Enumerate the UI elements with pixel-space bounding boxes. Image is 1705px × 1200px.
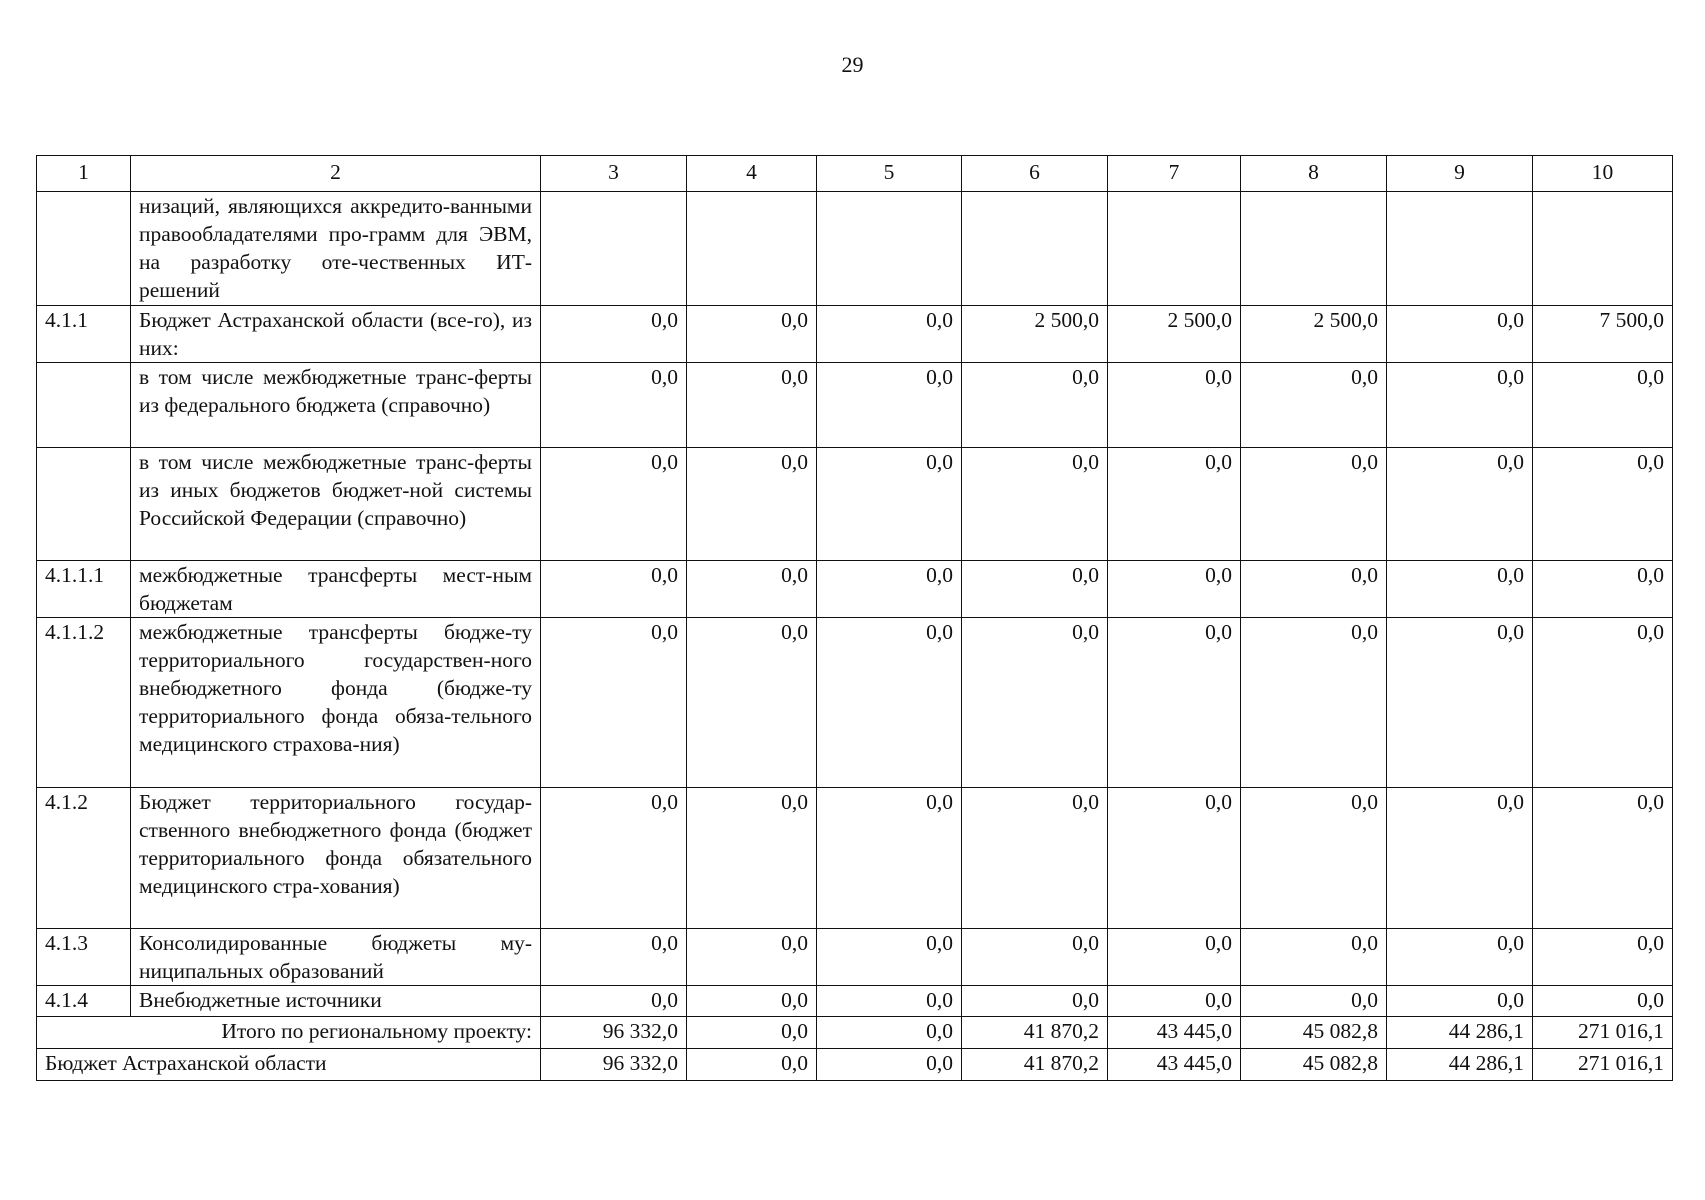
table-row <box>37 192 1673 306</box>
row-code: 4.1.3 <box>37 929 131 986</box>
row-code <box>37 192 131 306</box>
table-row <box>37 306 1673 363</box>
value-cell: 0,0 <box>687 363 817 448</box>
value-cell: 0,0 <box>1533 618 1673 788</box>
value-cell: 0,0 <box>1387 561 1533 618</box>
row-code: 4.1.1.1 <box>37 561 131 618</box>
column-header: 2 <box>131 156 541 192</box>
page-number: 29 <box>841 52 864 77</box>
value-cell: 0,0 <box>1108 561 1241 618</box>
value-cell: 0,0 <box>1387 929 1533 986</box>
value-cell: 0,0 <box>817 448 962 561</box>
row-code <box>37 363 131 448</box>
value-cell: 0,0 <box>541 788 687 929</box>
table-row <box>37 363 1673 448</box>
value-cell: 0,0 <box>1387 363 1533 448</box>
value-cell: 0,0 <box>817 929 962 986</box>
column-header: 5 <box>817 156 962 192</box>
value-cell: 0,0 <box>817 561 962 618</box>
value-cell: 0,0 <box>962 618 1108 788</box>
table-row <box>37 448 1673 561</box>
row-description: межбюджетные трансферты бюдже-ту территориального государствен-ного внебюджетного фонда (бюдже-ту территориального фонда обяза-тельного медицинского страхова-ния) <box>131 618 541 788</box>
value-cell <box>1241 192 1387 306</box>
value-cell <box>962 192 1108 306</box>
value-cell <box>1108 192 1241 306</box>
value-cell: 0,0 <box>962 986 1108 1017</box>
column-header: 4 <box>687 156 817 192</box>
column-header: 9 <box>1387 156 1533 192</box>
value-cell: 0,0 <box>817 788 962 929</box>
column-header: 7 <box>1108 156 1241 192</box>
row-description: низаций, являющихся аккредито-ванными правообладателями про-грамм для ЭВМ, на разработку оте-чественных ИТ-решений <box>131 192 541 306</box>
total-value-cell: 44 286,1 <box>1387 1017 1533 1049</box>
column-header: 6 <box>962 156 1108 192</box>
total-value-cell: 43 445,0 <box>1108 1017 1241 1049</box>
budget-value-cell: 41 870,2 <box>962 1049 1108 1081</box>
value-cell: 0,0 <box>1533 929 1673 986</box>
value-cell: 0,0 <box>817 306 962 363</box>
value-cell: 2 500,0 <box>962 306 1108 363</box>
value-cell: 0,0 <box>962 929 1108 986</box>
total-value-cell: 45 082,8 <box>1241 1017 1387 1049</box>
header-row <box>37 156 1673 192</box>
row-description: в том числе межбюджетные транс-ферты из федерального бюджета (справочно) <box>131 363 541 448</box>
value-cell: 0,0 <box>817 986 962 1017</box>
value-cell: 0,0 <box>541 306 687 363</box>
value-cell: 0,0 <box>1241 561 1387 618</box>
budget-label: Бюджет Астраханской области <box>37 1049 541 1081</box>
table-row <box>37 618 1673 788</box>
value-cell: 0,0 <box>1387 448 1533 561</box>
value-cell <box>817 192 962 306</box>
value-cell: 0,0 <box>1108 448 1241 561</box>
value-cell: 7 500,0 <box>1533 306 1673 363</box>
value-cell: 0,0 <box>1241 618 1387 788</box>
value-cell: 0,0 <box>687 929 817 986</box>
column-header: 10 <box>1533 156 1673 192</box>
column-header: 1 <box>37 156 131 192</box>
value-cell: 0,0 <box>1108 618 1241 788</box>
row-description: Бюджет Астраханской области (все-го), из них: <box>131 306 541 363</box>
value-cell: 0,0 <box>1533 561 1673 618</box>
value-cell: 0,0 <box>962 448 1108 561</box>
total-value-cell: 271 016,1 <box>1533 1017 1673 1049</box>
value-cell: 0,0 <box>541 561 687 618</box>
row-description: Консолидированные бюджеты му-ниципальных образований <box>131 929 541 986</box>
value-cell: 0,0 <box>817 618 962 788</box>
table-row <box>37 986 1673 1017</box>
row-description: межбюджетные трансферты мест-ным бюджетам <box>131 561 541 618</box>
value-cell: 0,0 <box>687 561 817 618</box>
value-cell: 0,0 <box>1387 788 1533 929</box>
value-cell: 0,0 <box>687 618 817 788</box>
value-cell: 2 500,0 <box>1241 306 1387 363</box>
value-cell <box>1387 192 1533 306</box>
value-cell: 0,0 <box>1241 448 1387 561</box>
value-cell: 0,0 <box>1241 788 1387 929</box>
value-cell: 0,0 <box>1387 618 1533 788</box>
value-cell: 0,0 <box>687 306 817 363</box>
column-header: 8 <box>1241 156 1387 192</box>
table-row <box>37 788 1673 929</box>
value-cell: 0,0 <box>541 929 687 986</box>
budget-value-cell: 271 016,1 <box>1533 1049 1673 1081</box>
row-code <box>37 448 131 561</box>
value-cell: 0,0 <box>962 363 1108 448</box>
value-cell: 0,0 <box>1241 929 1387 986</box>
value-cell: 0,0 <box>1533 448 1673 561</box>
total-label: Итого по региональному проекту: <box>37 1017 541 1049</box>
row-code: 4.1.2 <box>37 788 131 929</box>
value-cell: 0,0 <box>687 986 817 1017</box>
budget-value-cell: 96 332,0 <box>541 1049 687 1081</box>
value-cell: 0,0 <box>817 363 962 448</box>
value-cell: 0,0 <box>962 561 1108 618</box>
value-cell: 0,0 <box>1108 986 1241 1017</box>
row-code: 4.1.1 <box>37 306 131 363</box>
value-cell: 0,0 <box>687 448 817 561</box>
total-value-cell: 0,0 <box>817 1017 962 1049</box>
column-header: 3 <box>541 156 687 192</box>
total-value-cell: 96 332,0 <box>541 1017 687 1049</box>
value-cell: 0,0 <box>1108 929 1241 986</box>
value-cell: 0,0 <box>541 363 687 448</box>
budget-value-cell: 43 445,0 <box>1108 1049 1241 1081</box>
total-row <box>37 1017 1673 1049</box>
value-cell: 0,0 <box>541 618 687 788</box>
value-cell: 0,0 <box>1533 986 1673 1017</box>
value-cell: 0,0 <box>1241 363 1387 448</box>
value-cell: 0,0 <box>687 788 817 929</box>
budget-value-cell: 0,0 <box>687 1049 817 1081</box>
row-description: Внебюджетные источники <box>131 986 541 1017</box>
value-cell <box>541 192 687 306</box>
row-code: 4.1.1.2 <box>37 618 131 788</box>
value-cell: 0,0 <box>1108 363 1241 448</box>
total-value-cell: 41 870,2 <box>962 1017 1108 1049</box>
value-cell: 0,0 <box>1387 986 1533 1017</box>
budget-value-cell: 44 286,1 <box>1387 1049 1533 1081</box>
budget-table <box>36 155 1673 1081</box>
value-cell <box>687 192 817 306</box>
budget-value-cell: 45 082,8 <box>1241 1049 1387 1081</box>
budget-row <box>37 1049 1673 1081</box>
table-row <box>37 929 1673 986</box>
value-cell: 2 500,0 <box>1108 306 1241 363</box>
value-cell: 0,0 <box>541 986 687 1017</box>
value-cell <box>1533 192 1673 306</box>
row-description: в том числе межбюджетные транс-ферты из иных бюджетов бюджет-ной системы Российской Федерации (справочно) <box>131 448 541 561</box>
budget-value-cell: 0,0 <box>817 1049 962 1081</box>
value-cell: 0,0 <box>1108 788 1241 929</box>
total-value-cell: 0,0 <box>687 1017 817 1049</box>
row-code: 4.1.4 <box>37 986 131 1017</box>
value-cell: 0,0 <box>1533 788 1673 929</box>
value-cell: 0,0 <box>541 448 687 561</box>
table-row <box>37 561 1673 618</box>
value-cell: 0,0 <box>962 788 1108 929</box>
value-cell: 0,0 <box>1533 363 1673 448</box>
row-description: Бюджет территориального государ-ственного внебюджетного фонда (бюджет территориального фонда обязательного медицинского стра-хования) <box>131 788 541 929</box>
value-cell: 0,0 <box>1387 306 1533 363</box>
value-cell: 0,0 <box>1241 986 1387 1017</box>
